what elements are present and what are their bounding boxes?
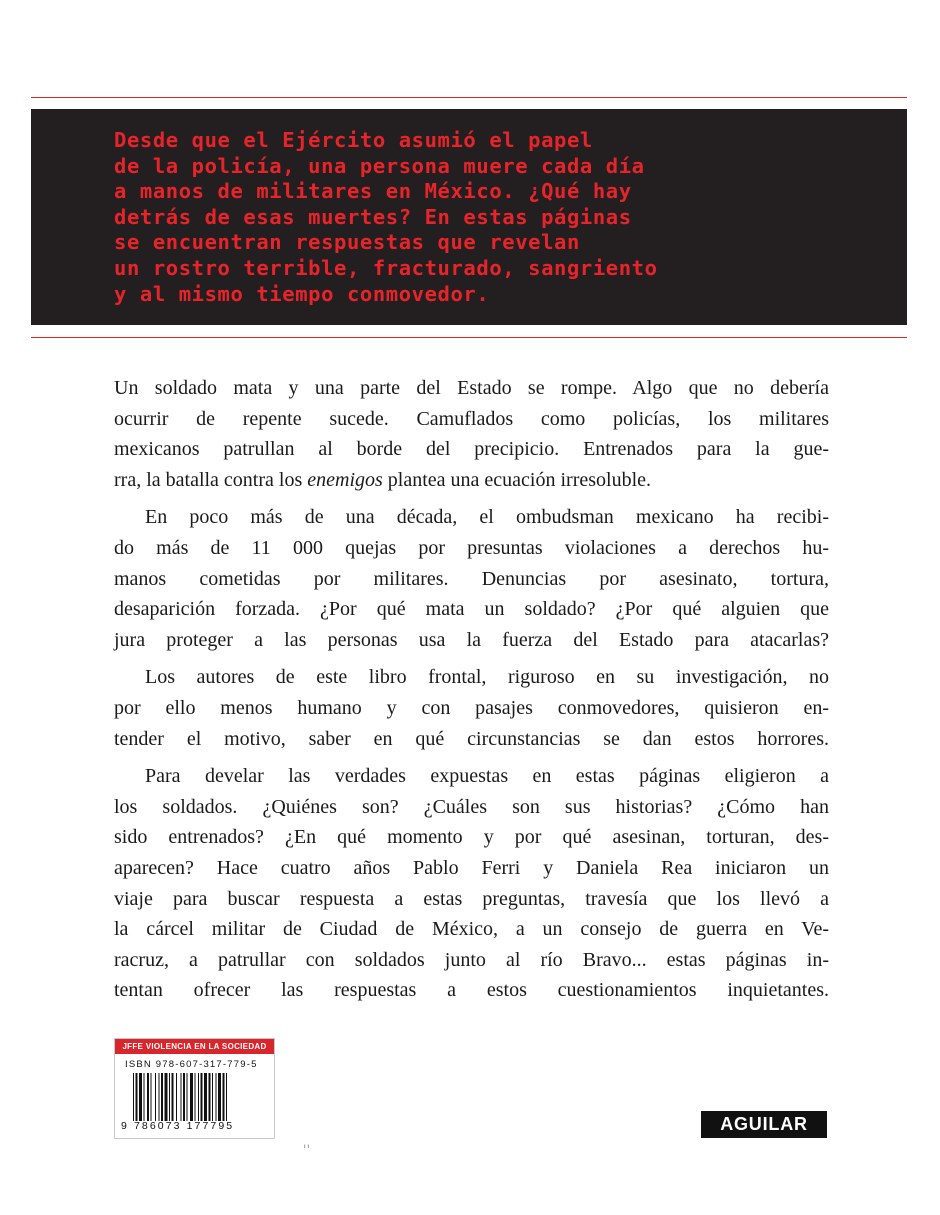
barcode-bar <box>151 1073 152 1121</box>
isbn-label: ISBN 978-607-317-779-5 <box>125 1059 258 1070</box>
barcode-bar <box>133 1073 134 1121</box>
barcode-bar <box>147 1073 149 1121</box>
text-line: mexicanos patrullan al borde del precipicio. Entrenados para la gue- <box>114 438 829 461</box>
blurb-line: un rostro terrible, fracturado, sangriento <box>114 255 658 280</box>
blurb-text <box>114 128 814 307</box>
printer-mark: ı ı <box>304 1144 310 1150</box>
text-line: tentan ofrecer las respuestas a estos cuestionamientos inquietantes. <box>114 979 829 1002</box>
paragraph-1 <box>114 373 829 495</box>
barcode-bar <box>159 1073 160 1121</box>
text-fragment: plantea una ecuación irresoluble. <box>382 468 652 491</box>
barcode-bar <box>139 1073 142 1121</box>
barcode-bar <box>136 1073 138 1121</box>
isbn-barcode-block <box>114 1038 275 1139</box>
text-line <box>114 465 829 496</box>
paragraph-2 <box>114 502 829 655</box>
publisher-logo: AGUILAR <box>701 1111 827 1138</box>
text-line: En poco más de una década, el ombudsman mexicano ha recibi- <box>145 506 829 529</box>
text-line: la cárcel militar de Ciudad de México, a un consejo de guerra en Ve- <box>114 918 829 941</box>
paragraph-3 <box>114 662 829 754</box>
barcode-bar <box>223 1073 225 1121</box>
text-line: jura proteger a las personas usa la fuerza del Estado para atacarlas? <box>114 628 829 651</box>
blurb-line: se encuentran respuestas que revelan <box>114 230 580 255</box>
barcode-bar <box>204 1073 207 1121</box>
barcode-bar <box>198 1073 199 1121</box>
blurb-line: a manos de militares en México. ¿Qué hay <box>114 179 632 204</box>
barcode-bar <box>218 1073 221 1121</box>
barcode-bar <box>181 1073 182 1121</box>
text-line: tender el motivo, saber en qué circunstancias se dan estos horrores. <box>114 727 829 750</box>
barcode-bar <box>216 1073 217 1121</box>
barcode-digits: 9 786073 177795 <box>121 1120 235 1132</box>
barcode-bar <box>172 1073 174 1121</box>
barcode-bar <box>190 1073 193 1121</box>
barcode-bar <box>144 1073 145 1121</box>
bottom-red-rule <box>31 337 907 338</box>
blurb-line: detrás de esas muertes? En estas páginas <box>114 204 632 229</box>
emphasis-word: enemigos <box>307 468 383 491</box>
barcode-bar <box>201 1073 203 1121</box>
text-line: ocurrir de repente sucede. Camuflados como policías, los militares <box>114 407 829 430</box>
barcode-bar <box>155 1073 156 1121</box>
barcode-bar <box>169 1073 170 1121</box>
barcode-icon <box>133 1073 263 1121</box>
top-red-rule <box>31 97 907 98</box>
text-line: Para develar las verdades expuestas en estas páginas eligieron a <box>145 765 829 788</box>
blurb-line: y al mismo tiempo conmovedor. <box>114 281 490 306</box>
barcode-bar <box>195 1073 196 1121</box>
text-line: viaje para buscar respuesta a estas preguntas, travesía que los llevó a <box>114 887 829 910</box>
text-line: Los autores de este libro frontal, riguroso en su investigación, no <box>145 666 829 689</box>
barcode-bar <box>212 1073 213 1121</box>
text-line: aparecen? Hace cuatro años Pablo Ferri y Daniela Rea iniciaron un <box>114 856 829 879</box>
text-line: por ello menos humano y con pasajes conmovedores, quisieron en- <box>114 696 829 719</box>
barcode-bar <box>176 1073 177 1121</box>
barcode-bar <box>161 1073 163 1121</box>
text-line: manos cometidas por militares. Denuncias por asesinato, tortura, <box>114 567 829 590</box>
text-line: sido entrenados? ¿En qué momento y por qué asesinan, torturan, des- <box>114 826 829 849</box>
barcode-bar <box>209 1073 211 1121</box>
blurb-line: de la policía, una persona muere cada día <box>114 153 645 178</box>
synopsis <box>114 373 829 1013</box>
barcode-bar <box>187 1073 188 1121</box>
text-line: desaparición forzada. ¿Por qué mata un soldado? ¿Por qué alguien que <box>114 598 829 621</box>
text-line: los soldados. ¿Quiénes son? ¿Cuáles son sus historias? ¿Cómo han <box>114 795 829 818</box>
text-line: do más de 11 000 quejas por presuntas violaciones a derechos hu- <box>114 536 829 559</box>
paragraph-4 <box>114 761 829 1006</box>
text-fragment: rra, la batalla contra los <box>114 468 308 491</box>
blurb-line: Desde que el Ejército asumió el papel <box>114 128 593 152</box>
text-line: Un soldado mata y una parte del Estado se rompe. Algo que no debería <box>114 377 829 399</box>
collection-banner: JFFE VIOLENCIA EN LA SOCIEDAD <box>115 1039 274 1054</box>
barcode-bar <box>226 1073 227 1121</box>
text-line: racruz, a patrullar con soldados junto al río Bravo... estas páginas in- <box>114 948 829 971</box>
barcode-bar <box>183 1073 185 1121</box>
barcode-bar <box>165 1073 168 1121</box>
